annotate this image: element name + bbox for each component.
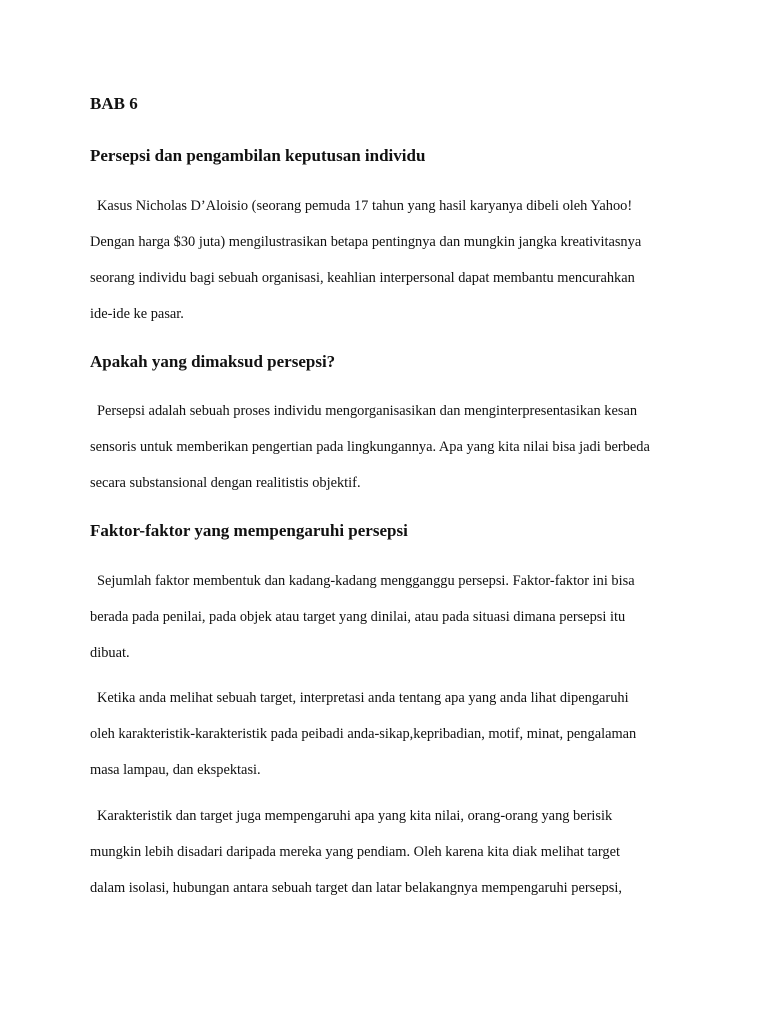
paragraph-line: secara substansional dengan realitistis objektif. xyxy=(90,475,361,491)
section-heading-faktor: Faktor-faktor yang mempengaruhi persepsi xyxy=(90,521,408,540)
document-title: Persepsi dan pengambilan keputusan individu xyxy=(90,146,426,165)
paragraph-line: sensoris untuk memberikan pengertian pada lingkungannya. Apa yang kita nilai bisa jadi berbeda xyxy=(90,439,650,455)
paragraph-line: Dengan harga $30 juta) mengilustrasikan betapa pentingnya dan mungkin jangka kreativitasnya xyxy=(90,234,642,250)
paragraph-line: seorang individu bagi sebuah organisasi, keahlian interpersonal dapat membantu mencurahkan xyxy=(90,270,635,286)
paragraph-line: ide-ide ke pasar. xyxy=(90,306,184,322)
paragraph-line: dibuat. xyxy=(90,645,130,661)
paragraph-line: masa lampau, dan ekspektasi. xyxy=(90,762,261,778)
paragraph-line: Kasus Nicholas D’Aloisio (seorang pemuda 17 tahun yang hasil karyanya dibeli oleh Yahoo! xyxy=(97,198,633,214)
paragraph-line: dalam isolasi, hubungan antara sebuah target dan latar belakangnya mempengaruhi persepsi, xyxy=(90,880,623,896)
paragraph-line: oleh karakteristik-karakteristik pada peibadi anda-sikap,kepribadian, motif, minat, pengalaman xyxy=(90,726,637,742)
section-heading-persepsi: Apakah yang dimaksud persepsi? xyxy=(90,352,336,371)
paragraph-line: Karakteristik dan target juga mempengaruhi apa yang kita nilai, orang-orang yang berisik xyxy=(97,808,613,824)
paragraph-line: Persepsi adalah sebuah proses individu mengorganisasikan dan menginterpresentasikan kesan xyxy=(97,403,638,419)
paragraph-line: mungkin lebih disadari daripada mereka yang pendiam. Oleh karena kita diak melihat target xyxy=(90,844,621,860)
paragraph-line: Sejumlah faktor membentuk dan kadang-kadang mengganggu persepsi. Faktor-faktor ini bisa xyxy=(97,573,635,589)
chapter-label: BAB 6 xyxy=(90,94,138,113)
paragraph-line: Ketika anda melihat sebuah target, interpretasi anda tentang apa yang anda lihat dipengaruhi xyxy=(97,690,629,706)
paragraph-line: berada pada penilai, pada objek atau target yang dinilai, atau pada situasi dimana persepsi itu xyxy=(90,609,626,625)
